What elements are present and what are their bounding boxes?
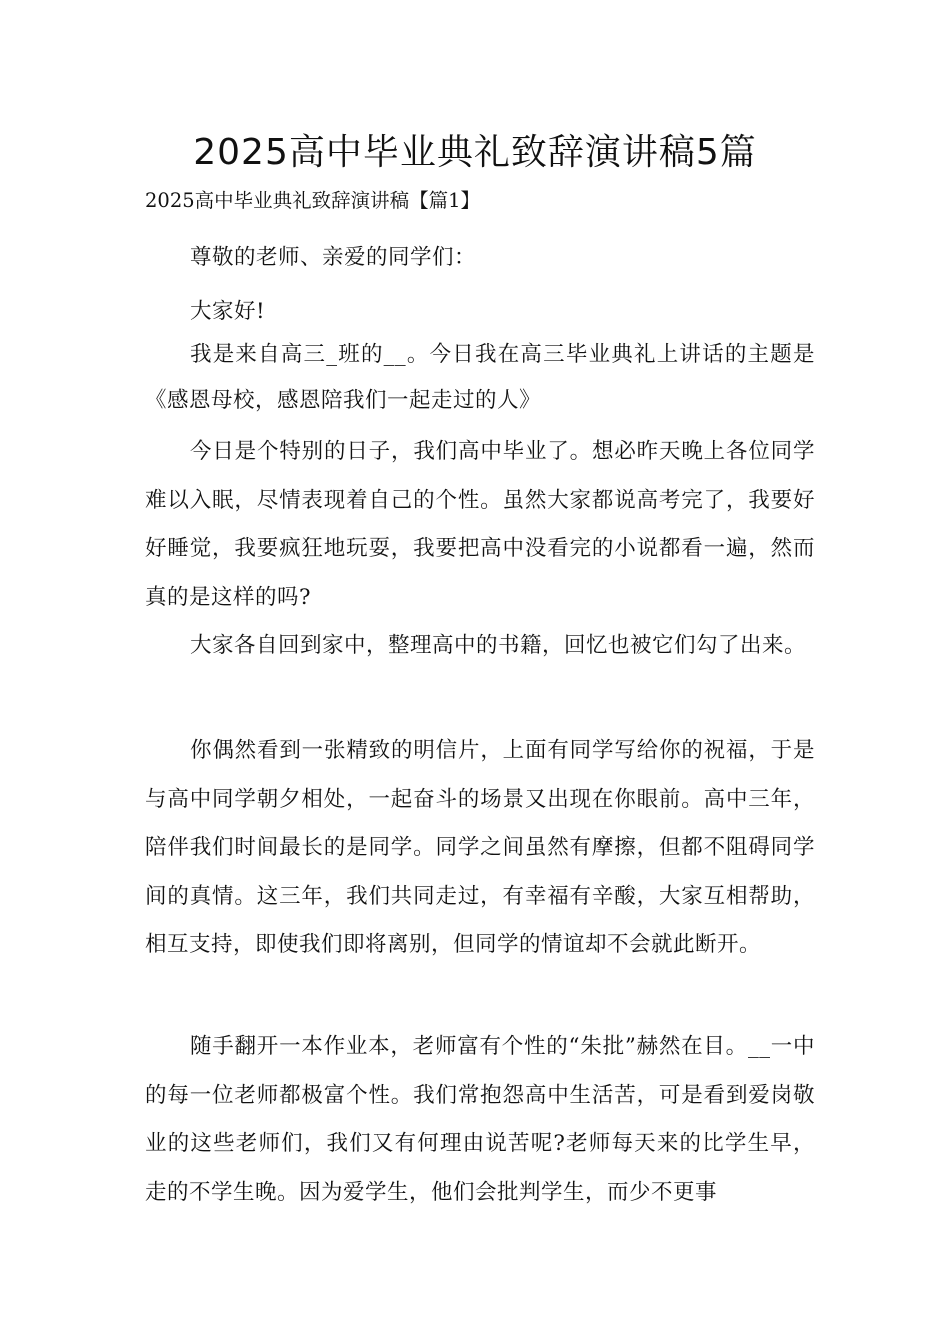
body-paragraph-4: 随手翻开一本作业本，老师富有个性的“朱批”赫然在目。__一中的每一位老师都极富个性。我们常抱怨高中生活苦，可是看到爱岗敬业的这些老师们，我们又有何理由说苦呢?老师每天来的比学生早，走的不学生晚。因为爱学生，他们会批判学生，而少不更事: [145, 1034, 815, 1205]
body-paragraph-1: 今日是个特别的日子，我们高中毕业了。想必昨天晚上各位同学难以入眠，尽情表现着自己的个性。虽然大家都说高考完了，我要好好睡觉，我要疯狂地玩耍，我要把高中没看完的小说都看一遍，然而真的是这样的吗?: [145, 439, 815, 610]
section-heading: 2025高中毕业典礼致辞演讲稿【篇1】: [145, 189, 481, 212]
document-title: 2025高中毕业典礼致辞演讲稿5篇: [193, 132, 757, 173]
body-paragraph-3: 你偶然看到一张精致的明信片，上面有同学写给你的祝福，于是与高中同学朝夕相处，一起奋斗的场景又出现在你眼前。高中三年，陪伴我们时间最长的是同学。同学之间虽然有摩擦，但都不阻碍同学间的真情。这三年，我们共同走过，有幸福有辛酸，大家互相帮助，相互支持，即使我们即将离别，但同学的情谊却不会就此断开。: [145, 738, 815, 957]
intro-paragraph: 我是来自高三_班的__。今日我在高三毕业典礼上讲话的主题是《感恩母校，感恩陪我们一起走过的人》: [145, 342, 815, 413]
hello-paragraph: 大家好!: [190, 299, 266, 324]
greeting-paragraph: 尊敬的老师、亲爱的同学们：: [190, 245, 477, 270]
body-paragraph-2: 大家各自回到家中，整理高中的书籍，回忆也被它们勾了出来。: [190, 633, 807, 658]
